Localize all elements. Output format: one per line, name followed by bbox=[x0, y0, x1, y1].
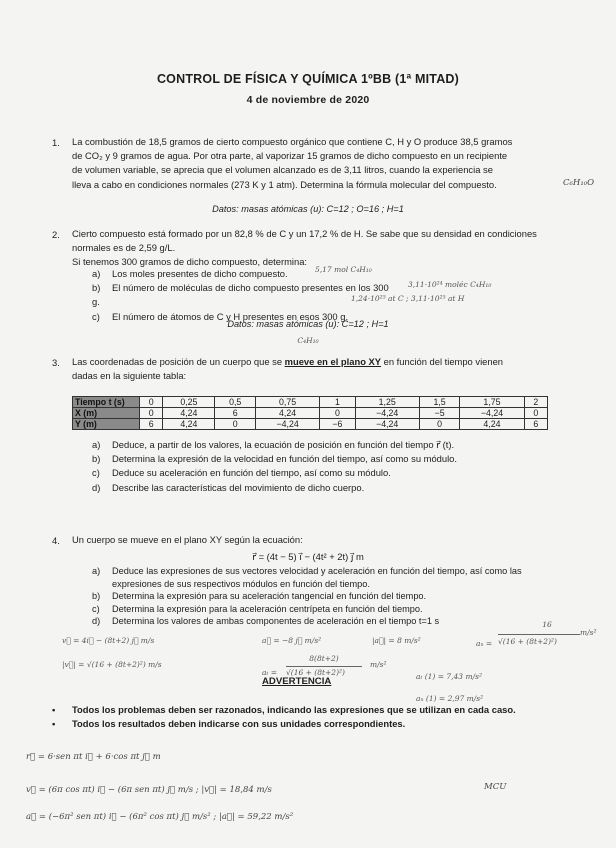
list-item: b) Determina la expresión para su aceleración tangencial en función del tiempo. bbox=[92, 591, 427, 602]
problem-2-items bbox=[92, 267, 392, 324]
handwritten-at-numerator: 8(8t+2) bbox=[309, 654, 339, 663]
problem-1-text bbox=[72, 135, 552, 192]
problem-1-handwritten-answer: C₆H₁₀O bbox=[563, 178, 595, 188]
problem-4-equation: r⃗ = (4t − 5) i⃗ − (4t² + 2t) j⃗ m bbox=[252, 551, 364, 562]
problem-2-data: Datos: masas atómicas (u): C=12 ; H=1 bbox=[227, 319, 389, 329]
problem-4-intro: Un cuerpo se mueve en el plano XY según la ecuación: bbox=[72, 534, 303, 545]
problem-3-intro: Las coordenadas de posición de un cuerpo que se mueve en el plano XY en función del tiempo vienen dadas en la siguiente tabla: bbox=[72, 356, 504, 382]
handwritten-position: r⃗ = 6·sen πt i⃗ + 6·cos πt j⃗ m bbox=[26, 752, 161, 762]
fraction-line bbox=[498, 634, 580, 635]
handwritten-velocity: v⃗ = 4i⃗ − (8t+2) j⃗ m/s bbox=[62, 636, 155, 645]
table-row: Tiempo t (s) 0 0,25 0,5 0,75 1 1,25 1,5 1,75 2 bbox=[73, 397, 548, 408]
problem-1-line: La combustión de 18,5 gramos de cierto compuesto orgánico que contiene C, H y O produce 38,5 gramos bbox=[72, 136, 513, 147]
position-table bbox=[72, 396, 548, 430]
list-item: • Todos los problemas deben ser razonados, indicando las expresiones que se utilizan en cada caso. bbox=[52, 704, 516, 715]
list-item: expresiones de sus respectivos módulos en función del tiempo. bbox=[112, 578, 370, 589]
problem-2a-handwritten: 5,17 mol C₄H₁₀ bbox=[315, 265, 372, 274]
problem-1-line: lleva a cabo en condiciones normales (273 K y 1 atm). Determina la fórmula molecular del compuesto. bbox=[72, 178, 497, 190]
exam-date: 4 de noviembre de 2020 bbox=[246, 94, 370, 106]
list-item: d) Determina los valores de ambas componentes de aceleración en el tiempo t=1 s bbox=[92, 616, 440, 627]
problem-1-line: de CO₂ y 9 gramos de agua. Por otra parte, al vaporizar 15 gramos de dicho compuesto en un recipiente bbox=[72, 150, 508, 162]
problem-3-number: 3. bbox=[52, 357, 60, 368]
table-row: X (m) 0 4,24 6 4,24 0 −4,24 −5 −4,24 0 bbox=[73, 408, 548, 419]
problem-2-text bbox=[72, 227, 562, 270]
problem-2c-handwritten: 1,24·10²⁵ at C ; 3,11·10²⁵ at H bbox=[351, 294, 465, 303]
list-item: a) Deduce, a partir de los valores, la ecuación de posición en función del tiempo r⃗ (t). bbox=[92, 439, 455, 450]
handwritten-at-denominator: √(16 + (8t+2)²) bbox=[286, 668, 345, 677]
handwritten-at-value: aₜ (1) = 7,43 m/s² bbox=[416, 672, 482, 681]
list-item: • Todos los resultados deben indicarse con sus unidades correspondientes. bbox=[52, 718, 406, 729]
handwritten-an-numerator: 16 bbox=[542, 620, 552, 629]
handwritten-velocity-modulus: |v⃗| = √(16 + (8t+2)²) m/s bbox=[62, 660, 162, 669]
list-item: d) Describe las características del movimiento de dicho cuerpo. bbox=[92, 481, 365, 493]
handwritten-at-label: aₜ = bbox=[262, 668, 277, 677]
handwritten-acceleration-modulus: |a⃗| = 8 m/s² bbox=[372, 636, 421, 645]
handwritten-mcu: MCU bbox=[484, 782, 507, 792]
problem-3-items bbox=[92, 438, 562, 495]
handwritten-an-label: aₙ = bbox=[476, 639, 493, 648]
handwritten-an-denominator: √(16 + (8t+2)²) bbox=[498, 637, 557, 646]
list-item: c) Determina la expresión para la aceleración centrípeta en función del tiempo. bbox=[92, 603, 423, 614]
problem-2-line: Cierto compuesto está formado por un 82,8 % de C y un 17,2 % de H. Se sabe que su densidad en condiciones bbox=[72, 228, 537, 239]
page-title: CONTROL DE FÍSICA Y QUÍMICA 1ºBB (1ª MITAD) bbox=[156, 72, 460, 86]
problem-1-number: 1. bbox=[52, 137, 60, 148]
problem-2-number: 2. bbox=[52, 229, 60, 240]
handwritten-acceleration-bottom: a⃗ = (−6π² sen πt) i⃗ − (6π² cos πt) j⃗ m/s² ; |a⃗| = 59,22 m/s² bbox=[26, 812, 294, 822]
problem-1-line: de volumen variable, se aprecia que el volumen alcanzado es de 3,11 litros, cuando la experiencia se bbox=[72, 164, 493, 176]
handwritten-at-unit: m/s² bbox=[370, 660, 387, 669]
list-item: b) Determina la expresión de la velocidad en función del tiempo, así como su módulo. bbox=[92, 453, 457, 465]
problem-2b-handwritten: 3,11·10²⁴ moléc C₄H₁₀ bbox=[408, 280, 492, 289]
problem-2-line: Si tenemos 300 gramos de dicho compuesto, determina: bbox=[72, 256, 308, 268]
list-item: c) Deduce su aceleración en función del tiempo, así como su módulo. bbox=[92, 467, 391, 479]
handwritten-an-value: aₙ (1) = 2,97 m/s² bbox=[416, 694, 484, 703]
list-item: a) Deduce las expresiones de sus vectores velocidad y aceleración en función del tiempo, así como las bbox=[92, 566, 522, 576]
problem-4-items bbox=[92, 565, 562, 628]
list-item: a) Los moles presentes de dicho compuesto. bbox=[92, 268, 288, 279]
fraction-line bbox=[286, 666, 362, 667]
handwritten-an-unit: m/s² bbox=[580, 628, 597, 637]
handwritten-velocity-bottom: v⃗ = (6π cos πt) i⃗ − (6π sen πt) j⃗ m/s ; |v⃗| = 18,84 m/s bbox=[26, 785, 272, 795]
list-item: c) El número de átomos de C y H presentes en esos 300 g. bbox=[92, 310, 349, 322]
warning-bullets bbox=[52, 704, 572, 729]
problem-1-data: Datos: masas atómicas (u): C=12 ; O=16 ; H=1 bbox=[212, 204, 404, 214]
problem-4-number: 4. bbox=[52, 535, 60, 546]
problem-2-extra-handwritten: C₄H₁₀ bbox=[297, 336, 319, 345]
table-row: Y (m) 6 4,24 0 −4,24 −6 −4,24 0 4,24 6 bbox=[73, 419, 548, 430]
problem-2-line: normales es de 2,59 g/L. bbox=[72, 242, 176, 254]
list-item: b) El número de moléculas de dicho compuesto presentes en los 300 g. bbox=[92, 282, 389, 308]
warning-title: ADVERTENCIA bbox=[262, 676, 332, 687]
handwritten-acceleration: a⃗ = −8 j⃗ m/s² bbox=[262, 636, 322, 645]
